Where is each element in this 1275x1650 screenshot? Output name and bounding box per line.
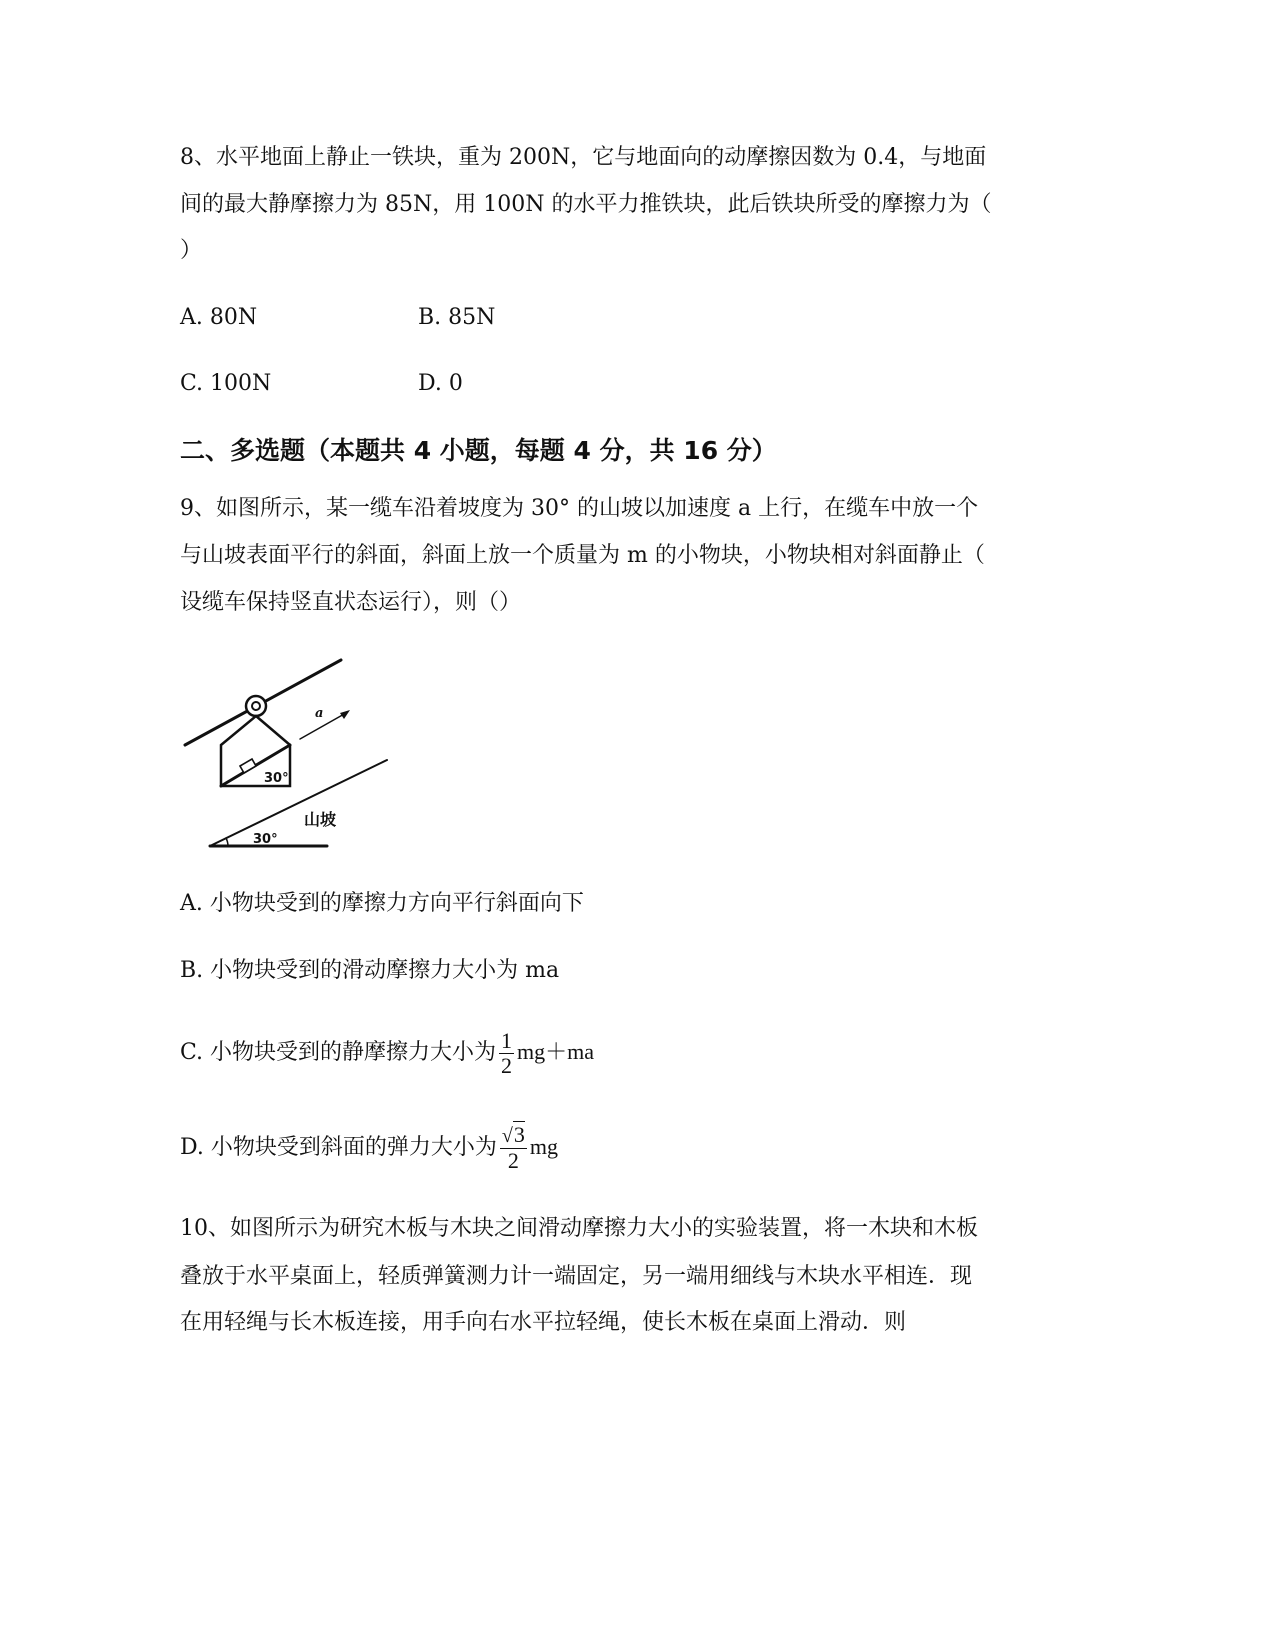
slope-label: 山坡 bbox=[304, 810, 337, 829]
q8-text-line-1: 8、水平地面上静止一铁块，重为 200N，它与地面向的动摩擦因数为 0.4，与地面 bbox=[180, 145, 987, 170]
sqrt-icon: √ bbox=[501, 1125, 513, 1147]
section-2-title: 二、多选题（本题共 4 小题，每题 4 分，共 16 分） bbox=[180, 436, 777, 465]
q9-option-a: A. 小物块受到的摩擦力方向平行斜面向下 bbox=[180, 891, 584, 916]
q8-option-d: D. 0 bbox=[418, 371, 463, 396]
slope-angle-label: 30° bbox=[253, 832, 278, 847]
fraction-denominator: 2 bbox=[507, 1148, 519, 1173]
q10-text-line-3: 在用轻绳与长木板连接，用手向右水平拉轻绳，使长木板在桌面上滑动．则 bbox=[180, 1310, 907, 1335]
q8-text-line-3: ） bbox=[180, 238, 203, 263]
accel-label: a bbox=[315, 706, 324, 721]
fraction-numerator bbox=[500, 1123, 527, 1149]
cable-car-diagram bbox=[180, 655, 395, 860]
q9-option-d-suffix: mg bbox=[529, 1134, 558, 1159]
accel-arrowhead bbox=[340, 710, 350, 719]
q9-text-line-3: 设缆车保持竖直状态运行），则（） bbox=[180, 590, 522, 615]
q9-option-b: B. 小物块受到的滑动摩擦力大小为 ma bbox=[180, 958, 560, 983]
q9-text-line-1: 9、如图所示，某一缆车沿着坡度为 30° 的山坡以加速度 a 上行，在缆车中放一个 bbox=[180, 496, 979, 521]
q8-option-a: A. 80N bbox=[180, 305, 258, 330]
q10-text-line-1: 10、如图所示为研究木板与木块之间滑动摩擦力大小的实验装置，将一木块和木板 bbox=[180, 1216, 978, 1241]
q10-text-line-2: 叠放于水平桌面上，轻质弹簧测力计一端固定，另一端用细线与木块水平相连．现 bbox=[180, 1264, 973, 1289]
q9-option-c-prefix: C. 小物块受到的静摩擦力大小为 bbox=[180, 1040, 497, 1065]
q9-text-line-2: 与山坡表面平行的斜面，斜面上放一个质量为 m 的小物块，小物块相对斜面静止（ bbox=[180, 543, 985, 568]
q9-option-d-prefix: D. 小物块受到斜面的弹力大小为 bbox=[180, 1135, 497, 1160]
pulley-wheel bbox=[246, 696, 266, 716]
q8-option-b: B. 85N bbox=[418, 305, 496, 330]
fraction-numerator: 1 bbox=[501, 1027, 513, 1053]
q9-option-c-suffix: mg＋ma bbox=[517, 1039, 595, 1064]
fraction-one-half bbox=[499, 1029, 514, 1078]
q9-option-c bbox=[180, 1025, 594, 1080]
small-block bbox=[240, 759, 256, 773]
sqrt-argument: 3 bbox=[513, 1122, 525, 1147]
q8-option-c: C. 100N bbox=[180, 371, 272, 396]
slope-line bbox=[210, 760, 387, 846]
q9-option-d bbox=[180, 1120, 558, 1175]
fraction-sqrt3-over-2 bbox=[500, 1123, 527, 1173]
q8-text-line-2: 间的最大静摩擦力为 85N，用 100N 的水平力推铁块，此后铁块所受的摩擦力为（ bbox=[180, 192, 992, 217]
incline-angle-label: 30° bbox=[264, 771, 289, 786]
fraction-denominator: 2 bbox=[501, 1052, 513, 1078]
